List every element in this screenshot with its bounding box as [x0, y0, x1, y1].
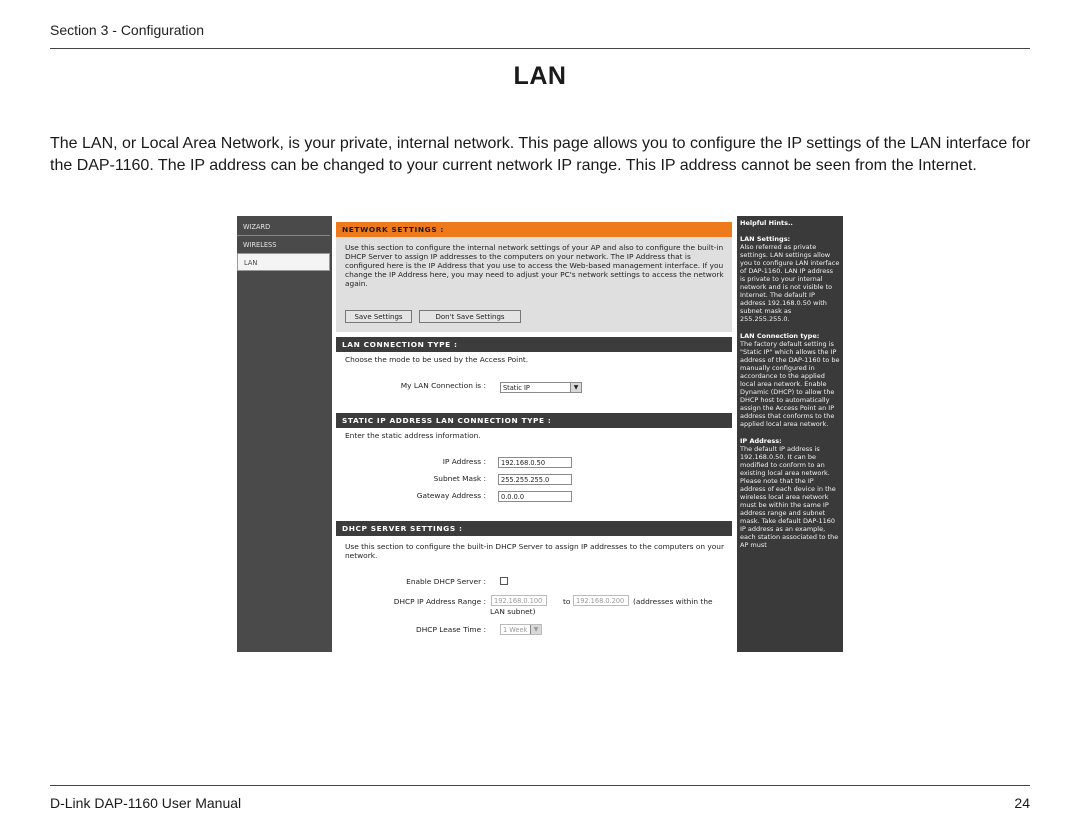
nav-item-wizard[interactable]: WIZARD: [237, 218, 330, 236]
hint-lan-settings-title: LAN Settings:: [740, 235, 791, 243]
lan-connection-text: Choose the mode to be used by the Access Point.: [345, 355, 529, 364]
dhcp-lease-select[interactable]: [500, 624, 542, 635]
lan-connection-value: Static IP: [503, 384, 530, 392]
enable-dhcp-checkbox[interactable]: [500, 577, 508, 585]
top-rule: [50, 48, 1030, 49]
nav-item-wireless[interactable]: WIRELESS: [237, 236, 330, 254]
footer-title: D-Link DAP-1160 User Manual: [50, 795, 242, 811]
intro-paragraph: The LAN, or Local Area Network, is your private, internal network. This page allows you to configure the IP settings of the LAN interface for the DAP-1160. The IP address can be changed to your current network IP range. This IP address cannot be seen from the Internet.: [50, 135, 1031, 174]
gateway-address-input[interactable]: 0.0.0.0: [498, 491, 572, 502]
hints-title: Helpful Hints..: [740, 219, 793, 227]
dhcp-range-label: DHCP IP Address Range :: [393, 597, 486, 606]
ip-address-label: IP Address :: [442, 457, 486, 466]
dhcp-text: Use this section to configure the built-in DHCP Server to assign IP addresses to the computers on your network.: [345, 542, 725, 560]
helpful-hints: [737, 216, 843, 652]
hint-ip-title: IP Address:: [740, 437, 782, 445]
hint-lan-type-title: LAN Connection type:: [740, 332, 820, 340]
nav-item-lan[interactable]: LAN: [237, 253, 330, 271]
chevron-down-icon: ▼: [570, 383, 581, 392]
subnet-mask-input[interactable]: 255.255.255.0: [498, 474, 572, 485]
dont-save-settings-button[interactable]: Don't Save Settings: [419, 310, 521, 323]
lan-connection-panel: [336, 352, 732, 405]
ip-address-input[interactable]: 192.168.0.50: [498, 457, 572, 468]
page-number: 24: [1014, 795, 1030, 811]
network-settings-text: Use this section to configure the internal network settings of your AP and also to configure the built-in DHCP Server to assign IP addresses to the computers on your network. The IP Address that is configured here is the IP Address that you use to access the Web-based management interface. If you change the IP Address here, you may need to adjust your PC's network settings to access the network again.: [345, 243, 724, 288]
page-title: LAN: [513, 62, 567, 90]
dhcp-range-note-2: LAN subnet): [490, 607, 536, 616]
static-ip-text: Enter the static address information.: [345, 431, 481, 440]
lan-connection-heading: LAN CONNECTION TYPE :: [336, 337, 732, 352]
network-settings-heading: NETWORK SETTINGS :: [336, 222, 732, 237]
main-content: [336, 216, 732, 652]
dhcp-range-to-label: to: [563, 597, 571, 606]
nav-sidebar: [237, 216, 332, 652]
hint-lan-settings-text: Also referred as private settings. LAN settings allow you to configure LAN interface of DAP-1160. LAN IP address is private to your internal network and is not visible to Internet. The default IP address 192.168.0.50 with subnet mask as 255.255.255.0.: [740, 243, 840, 323]
chevron-down-icon: ▼: [530, 625, 541, 634]
hint-ip-text: The default IP address is 192.168.0.50. It can be modified to conform to an existing local area network. Please note that the IP address of each device in the wireless local area network must be within the same IP address range and subnet mask. Take default DAP-1160 IP address as an example, each station associated to the AP must: [740, 445, 839, 549]
lan-settings-screenshot: [237, 216, 843, 652]
gateway-address-label: Gateway Address :: [416, 491, 486, 500]
static-ip-panel: [336, 428, 732, 518]
static-ip-heading: STATIC IP ADDRESS LAN CONNECTION TYPE :: [336, 413, 732, 428]
dhcp-panel: [336, 536, 732, 652]
enable-dhcp-label: Enable DHCP Server :: [406, 577, 486, 586]
save-settings-button[interactable]: Save Settings: [345, 310, 412, 323]
dhcp-lease-value: 1 Week: [503, 626, 528, 634]
dhcp-range-note: (addresses within the: [633, 597, 713, 606]
dhcp-heading: DHCP SERVER SETTINGS :: [336, 521, 732, 536]
dhcp-lease-label: DHCP Lease Time :: [416, 625, 486, 634]
section-label: Section 3 - Configuration: [50, 22, 205, 38]
hint-lan-type-text: The factory default setting is "Static IP" which allows the IP address of the DAP-1160 to be manually configured in accordance to the applied local area network. Enable Dynamic (DHCP) to allow the DHCP host to automatically assign the Access Point an IP address that conforms to the applied local area network.: [740, 340, 840, 428]
network-settings-panel: [336, 237, 732, 332]
lan-connection-select[interactable]: [500, 382, 582, 393]
bottom-rule: [50, 785, 1030, 786]
lan-connection-label: My LAN Connection is :: [400, 381, 486, 390]
dhcp-range-start-input[interactable]: 192.168.0.100: [491, 595, 547, 606]
dhcp-range-end-input[interactable]: 192.168.0.200: [573, 595, 629, 606]
subnet-mask-label: Subnet Mask :: [433, 474, 486, 483]
